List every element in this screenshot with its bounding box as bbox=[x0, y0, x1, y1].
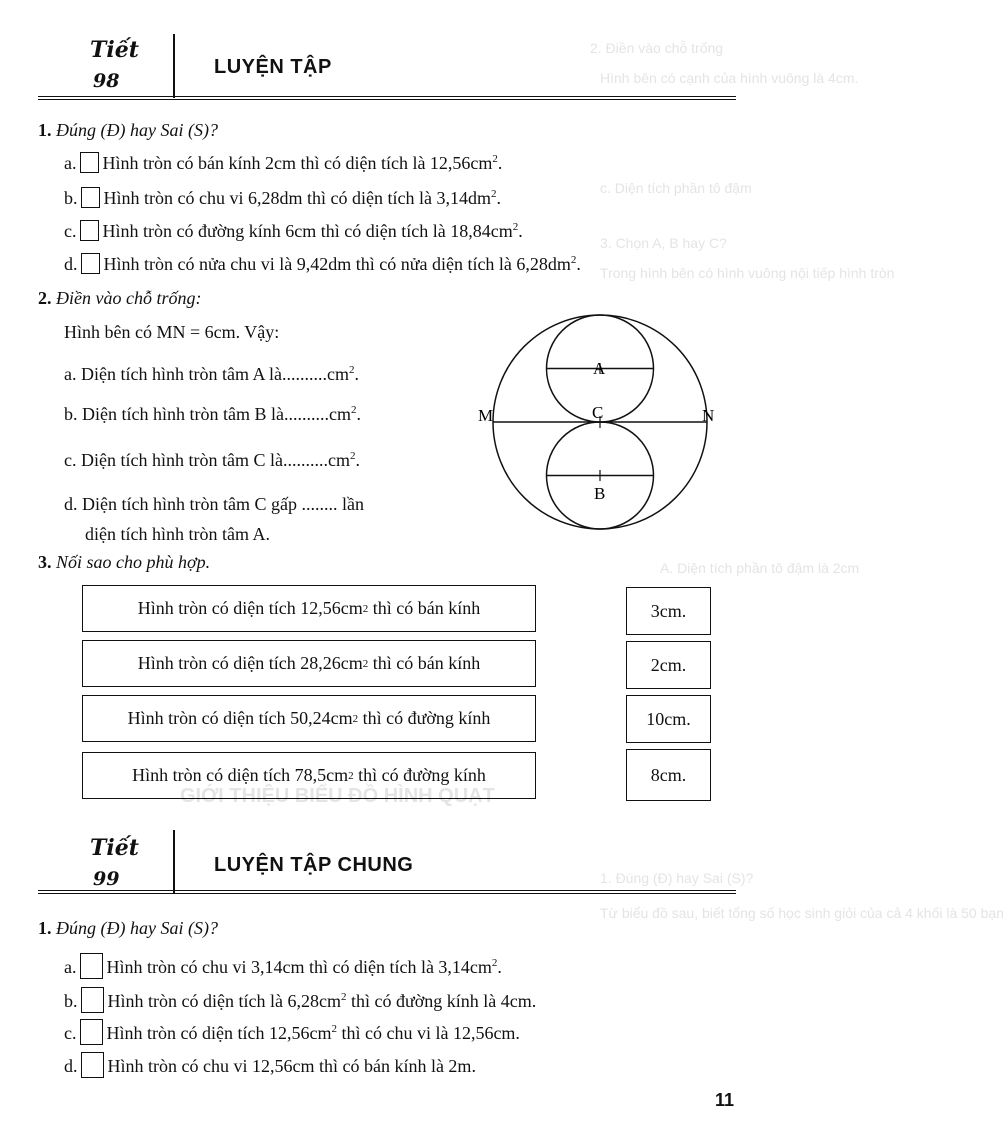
match-left-box[interactable]: Hình tròn có diện tích 12,56cm 2 thì có bán kính bbox=[82, 585, 536, 632]
true-false-item: c. Hình tròn có diện tích $12,56cm^2$ thì có chu vi là 12,56cm. bbox=[64, 1019, 520, 1045]
true-false-item: a. Hình tròn có bán kính 2cm thì có diện tích là $12,56cm^2$. bbox=[64, 153, 503, 173]
exercise-3-heading: 3. Nối sao cho phù hợp. bbox=[38, 552, 211, 572]
answer-checkbox[interactable] bbox=[80, 1019, 103, 1045]
lesson-98-header bbox=[38, 30, 736, 100]
lesson-label: Tiết bbox=[90, 835, 139, 861]
lesson-title: LUYỆN TẬP bbox=[214, 56, 332, 78]
answer-checkbox[interactable] bbox=[81, 187, 100, 208]
circles-figure bbox=[470, 310, 720, 560]
lesson-number: 99 bbox=[93, 868, 120, 890]
label-c: C bbox=[592, 403, 604, 422]
fill-blank-item: c. Diện tích hình tròn tâm C $là..........cm^2$. bbox=[64, 450, 360, 470]
fill-blank-item: d. Diện tích hình tròn tâm C gấp ........ lần bbox=[64, 494, 364, 514]
true-false-item: d. Hình tròn có nửa chu vi là 9,42dm thì có nửa diện tích là $6,28dm^2$. bbox=[64, 254, 581, 274]
match-left-box[interactable]: Hình tròn có diện tích 78,5cm 2 thì có đường kính bbox=[82, 752, 536, 799]
label-b: B bbox=[594, 484, 606, 503]
match-right-box[interactable]: 8cm. bbox=[626, 749, 711, 801]
answer-checkbox[interactable] bbox=[80, 152, 99, 173]
true-false-item: b. Hình tròn có diện tích là $6,28cm^2$ thì có đường kính là 4cm. bbox=[64, 987, 536, 1013]
fill-blank-item-continued: diện tích hình tròn tâm A. bbox=[85, 524, 270, 544]
answer-checkbox[interactable] bbox=[81, 987, 104, 1013]
lesson-label: Tiết bbox=[90, 37, 139, 63]
textbook-page: 2. Điền vào chỗ trống Hình bên có cạnh của hình vuông là 4cm. c. Diện tích phần tô đậm 3. Chọn A, B hay C? Trong hình bên có hình vuông nội tiếp hình tròn A. Diện tích phần tô đậm là 2cm GIỚI THIỆU BIỂU ĐỒ HÌNH QUẠT 1. Đúng (Đ) hay Sai (S)? Từ biểu đồ sau, biết tổng số học sinh giỏi của cả 4 khối là 50 bạn Tiết 98 LUYỆN TẬP 1. Đúng (Đ) hay Sai (S)? a. Hình tròn có bán kính 2cm thì có diện tích là $12,56cm^2$. b. Hình tròn có chu vi 6,28dm thì có diện tích là $3,14dm^2$. c. Hình tròn có đường kính 6cm thì có diện tích là $18,84cm^2$. d. Hình tròn có nửa chu vi là 9,42dm thì có nửa diện tích là $6,28dm^2$. 2. Điền vào chỗ trống: Hình bên có MN = 6cm. Vậy: a. Diện tích hình tròn tâm A $là..........cm^2$. b. Diện tích hình tròn tâm B $là..........cm^2$. c. Diện tích hình tròn tâm C $là..........cm^2$. d. Diện tích hình tròn tâm C gấp ........ lần diện tích hình tròn tâm A. M N A C B 3. Nối sao cho phù hợp. Hình tròn có diện tích 12,56cm 2 thì có bán kính Hình tròn có diện tích 28,26cm 2 thì có bán kính Hình tròn có diện tích 50,24cm 2 thì có đường kính Hình tròn có diện tích 78,5cm 2 thì có đường kính 3cm. 2cm. 10cm. 8cm. Tiết 99 LUYỆN TẬP CHUNG 1. Đúng (Đ) hay Sai (S)? a. Hình tròn có chu vi 3,14cm thì có diện tích là $3,14cm^2$. b. Hình tròn có diện tích là $6,28cm^2$ thì có đường kính là 4cm. c. Hình tròn có diện tích $12,56cm^2$ thì có chu vi là 12,56cm. d. Hình tròn có chu vi 12,56cm thì có bán kính là 2m. 11 bbox=[0, 0, 758, 1136]
fill-blank-item: a. Diện tích hình tròn tâm A $là..........cm^2$. bbox=[64, 364, 359, 384]
match-left-box[interactable]: Hình tròn có diện tích 28,26cm 2 thì có bán kính bbox=[82, 640, 536, 687]
page-number: 11 bbox=[714, 1090, 734, 1110]
lesson-99-header bbox=[38, 828, 736, 898]
fill-blank-item: b. Diện tích hình tròn tâm B $là..........cm^2$. bbox=[64, 404, 361, 424]
true-false-item: a. Hình tròn có chu vi 3,14cm thì có diện tích là $3,14cm^2$. bbox=[64, 953, 502, 979]
exercise-1-heading: 1. Đúng (Đ) hay Sai (S)? bbox=[38, 918, 218, 938]
answer-checkbox[interactable] bbox=[81, 253, 100, 274]
answer-checkbox[interactable] bbox=[80, 953, 103, 979]
answer-checkbox[interactable] bbox=[81, 1052, 104, 1078]
match-left-box[interactable]: Hình tròn có diện tích 50,24cm 2 thì có đường kính bbox=[82, 695, 536, 742]
true-false-item: d. Hình tròn có chu vi 12,56cm thì có bán kính là 2m. bbox=[64, 1052, 476, 1078]
lesson-title: LUYỆN TẬP CHUNG bbox=[214, 854, 414, 876]
match-right-box[interactable]: 3cm. bbox=[626, 587, 711, 635]
exercise-2-intro: Hình bên có MN = 6cm. Vậy: bbox=[64, 322, 280, 342]
true-false-item: c. Hình tròn có đường kính 6cm thì có diện tích là $18,84cm^2$. bbox=[64, 221, 523, 241]
lesson-number: 98 bbox=[93, 70, 120, 92]
label-n: N bbox=[702, 406, 715, 425]
label-m: M bbox=[478, 406, 494, 425]
match-right-box[interactable]: 10cm. bbox=[626, 695, 711, 743]
true-false-item: b. Hình tròn có chu vi 6,28dm thì có diện tích là $3,14dm^2$. bbox=[64, 188, 501, 208]
label-a: A bbox=[593, 359, 606, 378]
answer-checkbox[interactable] bbox=[80, 220, 99, 241]
exercise-1-heading: 1. Đúng (Đ) hay Sai (S)? bbox=[38, 120, 218, 140]
exercise-2-heading: 2. Điền vào chỗ trống: bbox=[38, 288, 202, 308]
match-right-box[interactable]: 2cm. bbox=[626, 641, 711, 689]
